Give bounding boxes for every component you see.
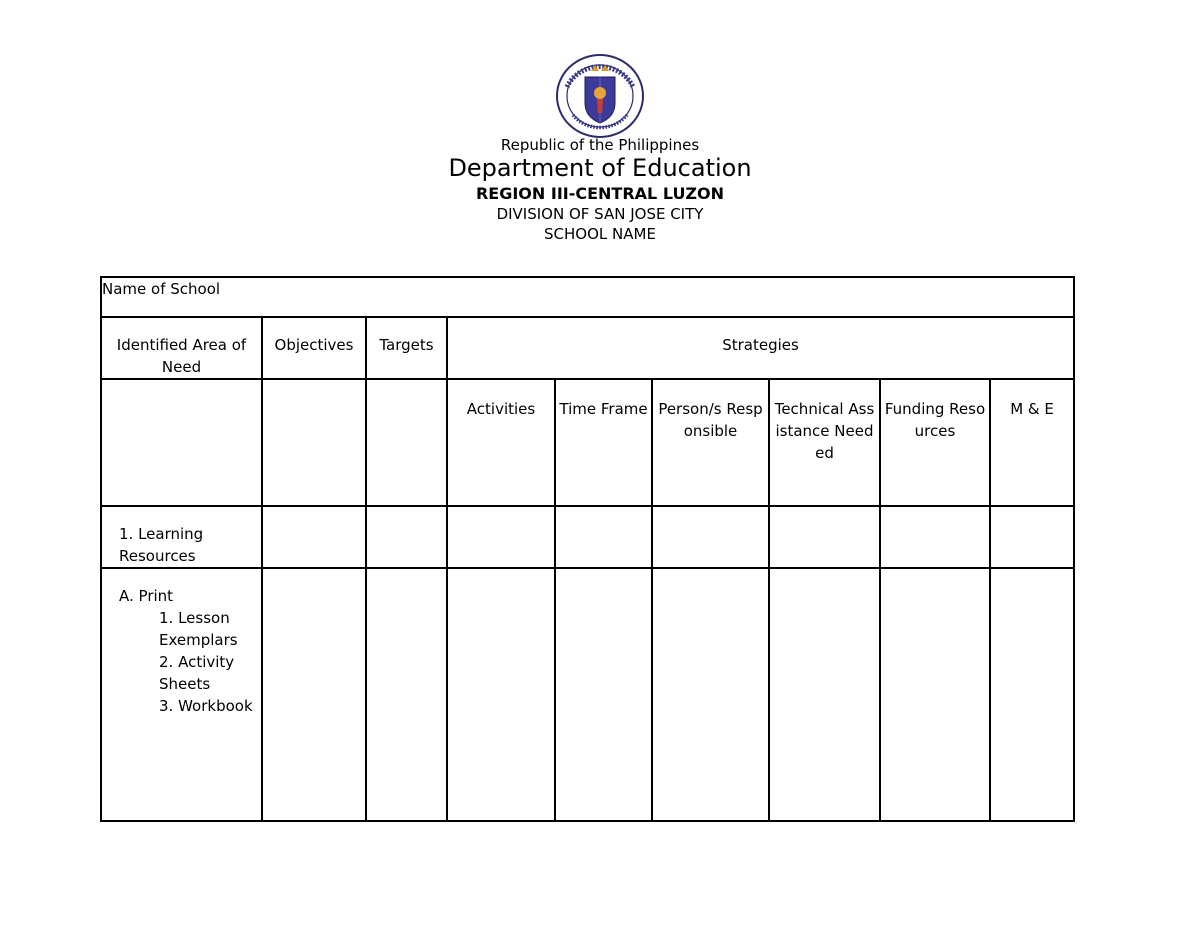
input-cell[interactable]: [652, 568, 769, 821]
input-cell[interactable]: [447, 568, 555, 821]
input-cell[interactable]: [880, 506, 990, 568]
row-learning-resources: 1. Learning Resources: [101, 506, 262, 568]
input-cell[interactable]: [652, 506, 769, 568]
school-heading: SCHOOL NAME: [544, 225, 656, 243]
input-cell[interactable]: [990, 568, 1074, 821]
input-cell[interactable]: [447, 506, 555, 568]
header-strategies: Strategies: [447, 317, 1074, 379]
department-heading: Department of Education: [448, 154, 752, 182]
blank-cell[interactable]: [262, 379, 366, 506]
input-cell[interactable]: [555, 568, 652, 821]
subheader-activities: Activities: [447, 379, 555, 506]
input-cell[interactable]: [555, 506, 652, 568]
input-cell[interactable]: [769, 568, 880, 821]
input-cell[interactable]: [880, 568, 990, 821]
header-objectives: Objectives: [262, 317, 366, 379]
subheader-persons-responsible: Person/s Responsible: [652, 379, 769, 506]
plan-table: [100, 276, 1075, 822]
input-cell[interactable]: [769, 506, 880, 568]
input-cell[interactable]: [366, 506, 447, 568]
input-cell[interactable]: [262, 506, 366, 568]
division-heading: DIVISION OF SAN JOSE CITY: [496, 205, 704, 223]
header-area-of-need: Identified Area of Need: [101, 317, 262, 379]
region-heading: REGION III-CENTRAL LUZON: [475, 184, 725, 203]
subheader-funding-resources: Funding Resources: [880, 379, 990, 506]
deped-seal-logo: [555, 53, 645, 139]
print-item-lesson-exemplars: 1. Lesson Exemplars: [159, 609, 238, 649]
blank-cell[interactable]: [101, 379, 262, 506]
print-item-workbook: 3. Workbook: [159, 697, 253, 715]
row-print: [101, 568, 262, 821]
name-of-school-cell[interactable]: [101, 277, 1074, 317]
print-title: A. Print: [119, 587, 174, 605]
input-cell[interactable]: [262, 568, 366, 821]
subheader-time-frame: Time Frame: [555, 379, 652, 506]
header-targets: Targets: [366, 317, 447, 379]
republic-heading: Republic of the Philippines: [500, 136, 700, 154]
input-cell[interactable]: [366, 568, 447, 821]
subheader-m-and-e: M & E: [990, 379, 1074, 506]
input-cell[interactable]: [990, 506, 1074, 568]
print-item-activity-sheets: 2. Activity Sheets: [159, 653, 235, 693]
blank-cell[interactable]: [366, 379, 447, 506]
subheader-technical-assistance: Technical Assistance Needed: [769, 379, 880, 506]
name-of-school-label: Name of School: [102, 280, 221, 298]
